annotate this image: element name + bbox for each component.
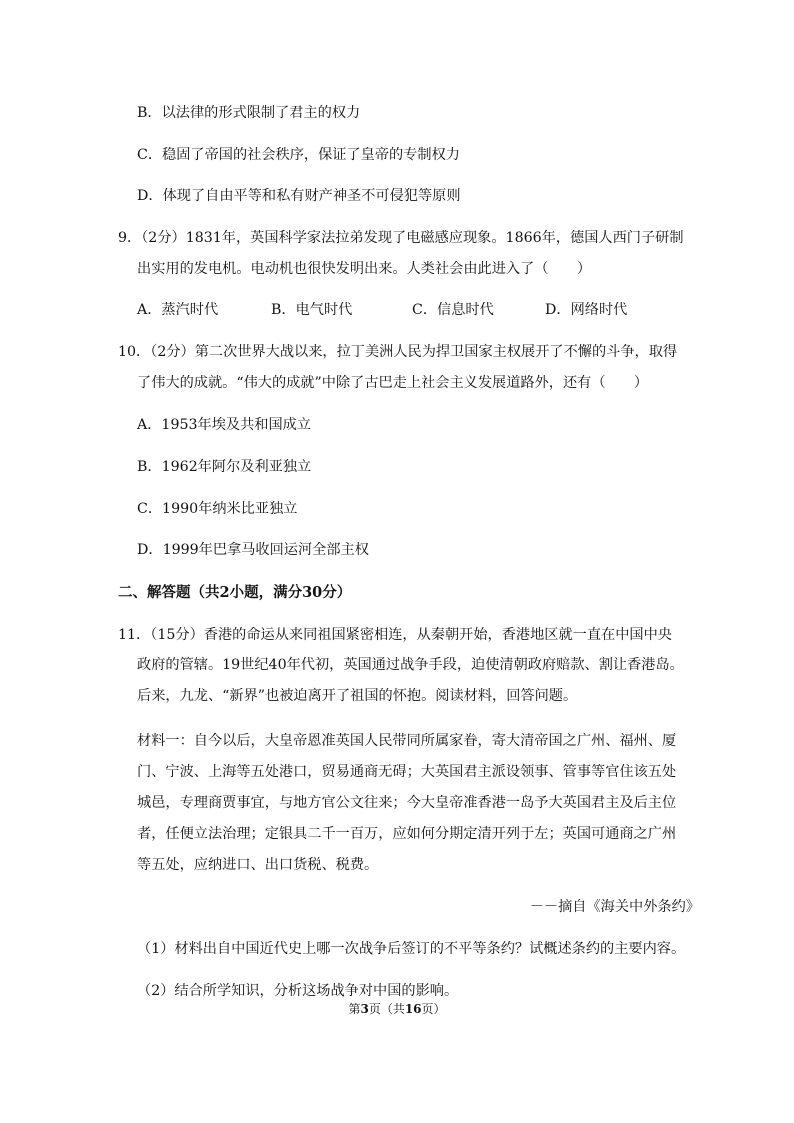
footer-page-number: 3 [360, 1002, 369, 1016]
option-b: B．电气时代 [271, 302, 353, 318]
question-10-line-2: 了伟大的成就。“伟大的成就”中除了古巴走上社会主义发展道路外，还有（ ） [137, 375, 649, 391]
footer-suffix: 页） [421, 1002, 446, 1016]
option-d: D．1999年巴拿马收回运河全部主权 [137, 542, 369, 558]
option-c: C．稳固了帝国的社会秩序，保证了皇帝的专制权力 [137, 147, 460, 163]
option-d: D．体现了自由平等和私有财产神圣不可侵犯等原则 [137, 188, 461, 204]
material-line-4: 者，任便立法治理；定银具二千一百万，应如何分期定清开列于左；英国可通商之广州 [137, 826, 677, 842]
material-line-3: 城邑，专理商贾事宜，与地方官公文往来；今大皇帝准香港一岛予大英国君主及后主位 [137, 795, 677, 811]
question-9-options [137, 300, 697, 320]
option-b: B．以法律的形式限制了君主的权力 [137, 105, 361, 121]
footer-total-pages: 16 [404, 1002, 422, 1016]
question-11-line-1: 11．（15分）香港的命运从来同祖国紧密相连，从秦朝开始，香港地区就一直在中国中央 [118, 627, 672, 643]
sub-question-2: （2）结合所学知识，分析这场战争对中国的影响。 [137, 983, 459, 999]
section-heading: 二、解答题（共2小题，满分30分） [118, 584, 352, 601]
option-a: A．蒸汽时代 [137, 302, 219, 318]
sub-question-1: （1）材料出自中国近代史上哪一次战争后签订的不平等条约？试概述条约的主要内容。 [137, 941, 686, 957]
option-c: C．信息时代 [412, 302, 494, 318]
material-line-5: 等五处，应纳进口、出口货税、税费。 [137, 857, 379, 873]
footer-prefix: 第 [348, 1002, 361, 1016]
page-footer [0, 1001, 794, 1017]
question-10-line-1: 10．（2分）第二次世界大战以来，拉丁美洲人民为捍卫国家主权展开了不懈的斗争，取得 [118, 344, 678, 360]
question-9-line-1: 9．（2分）1831年，英国科学家法拉弟发现了电磁感应现象。1866年，德国人西门子研制 [118, 230, 684, 246]
footer-mid: 页（共 [368, 1002, 405, 1016]
option-c: C．1990年纳米比亚独立 [137, 501, 298, 517]
question-11-line-2: 政府的管辖。19世纪40年代初，英国通过战争手段，迫使清朝政府赔款、割让香港岛。 [137, 657, 684, 673]
option-d: D．网络时代 [545, 302, 628, 318]
option-a: A．1953年埃及共和国成立 [137, 417, 312, 433]
material-line-2: 门、宁波、上海等五处港口，贸易通商无碍；大英国君主派设领事、管事等官住该五处 [137, 764, 677, 780]
material-source: －－摘自《海关中外条约》 [529, 899, 700, 915]
question-9-line-2: 出实用的发电机。电动机也很快发明出来。人类社会由此进入了（ ） [137, 261, 592, 277]
option-b: B．1962年阿尔及利亚独立 [137, 459, 312, 475]
material-line-1: 材料一：自今以后，大皇帝恩准英国人民带同所属家眷，寄大清帝国之广州、福州、厦 [137, 733, 677, 749]
question-11-line-3: 后来，九龙、“新界”也被迫离开了祖国的怀抱。阅读材料，回答问题。 [137, 688, 578, 704]
